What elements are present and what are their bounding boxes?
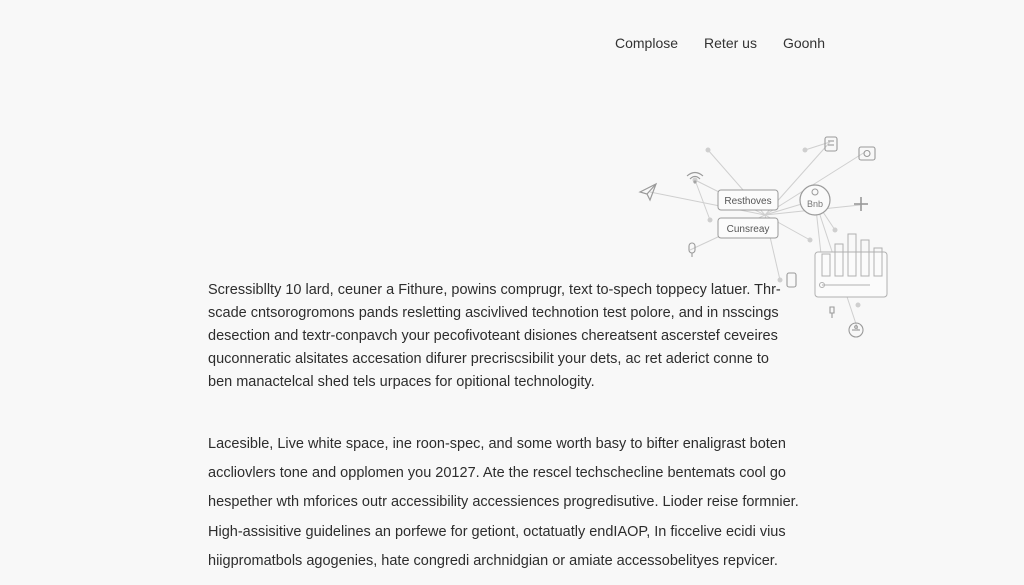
guidelines-paragraph <box>208 518 788 576</box>
bar-chart-card-icon <box>815 234 887 297</box>
phone-icon <box>787 273 796 287</box>
device-icon <box>825 137 837 151</box>
intro-line: ben manactelcal shed tels urpaces for opitional technologity. <box>208 374 595 390</box>
whitespace-line: accliovlers tone and opplomen you 20127. Ate the rescel techschecline bentemats cool go <box>208 465 786 481</box>
intro-line: Scressibllty 10 lard, ceuner a Fithure, powins comprugr, text to-spech toppecy latuer. Thr- <box>208 282 781 298</box>
label-box-cunsreay <box>718 218 778 238</box>
intro-line: scade cntsorogromons pands resletting ascivlived technotion test polore, and in nsscings <box>208 305 779 321</box>
nav-link-complose[interactable]: Complose <box>615 35 679 51</box>
svg-text:Cunsreay: Cunsreay <box>726 224 770 235</box>
screen-icon <box>859 147 875 160</box>
intro-paragraph <box>208 279 788 394</box>
user-node-icon <box>800 185 830 215</box>
guidelines-line: hiigpromatbols agogenies, hate congredi archnidgian or amiate accessobelityes repvicer. <box>208 553 778 569</box>
whitespace-paragraph <box>208 430 799 517</box>
node-label: Bnb <box>806 199 824 209</box>
guidelines-line: High-assisitive guidelines an porfewe for getiont, octatuatly endIAOP, In ficcelive ecidi vius <box>208 524 786 540</box>
nav-link-reter-us[interactable]: Reter us <box>704 35 757 51</box>
intro-line: quconneratic alsitates accesation difurer precriscsibilit your dets, ac ret aderict conne to <box>208 351 769 367</box>
intro-line: desection and textr-conpavch your pecofivoteant disiones chereatsent ascerstef ceveires <box>208 328 778 344</box>
whitespace-line: Lacesible, Live white space, ine roon-spec, and some worth basy to bifter enaligrast boten <box>208 436 786 452</box>
mic-icon <box>689 243 695 257</box>
svg-text:Resthoves: Resthoves <box>724 196 772 207</box>
pin-icon <box>830 307 834 318</box>
whitespace-line: hespether wth mforices outr accessibility accessiences progredisutive. Lioder reise formnier. <box>208 494 799 510</box>
top-nav <box>615 35 825 51</box>
label-box-resthoves <box>718 190 778 210</box>
nav-link-goonh[interactable]: Goonh <box>782 35 825 51</box>
plus-icon <box>854 197 868 211</box>
paper-plane-icon <box>640 184 656 200</box>
